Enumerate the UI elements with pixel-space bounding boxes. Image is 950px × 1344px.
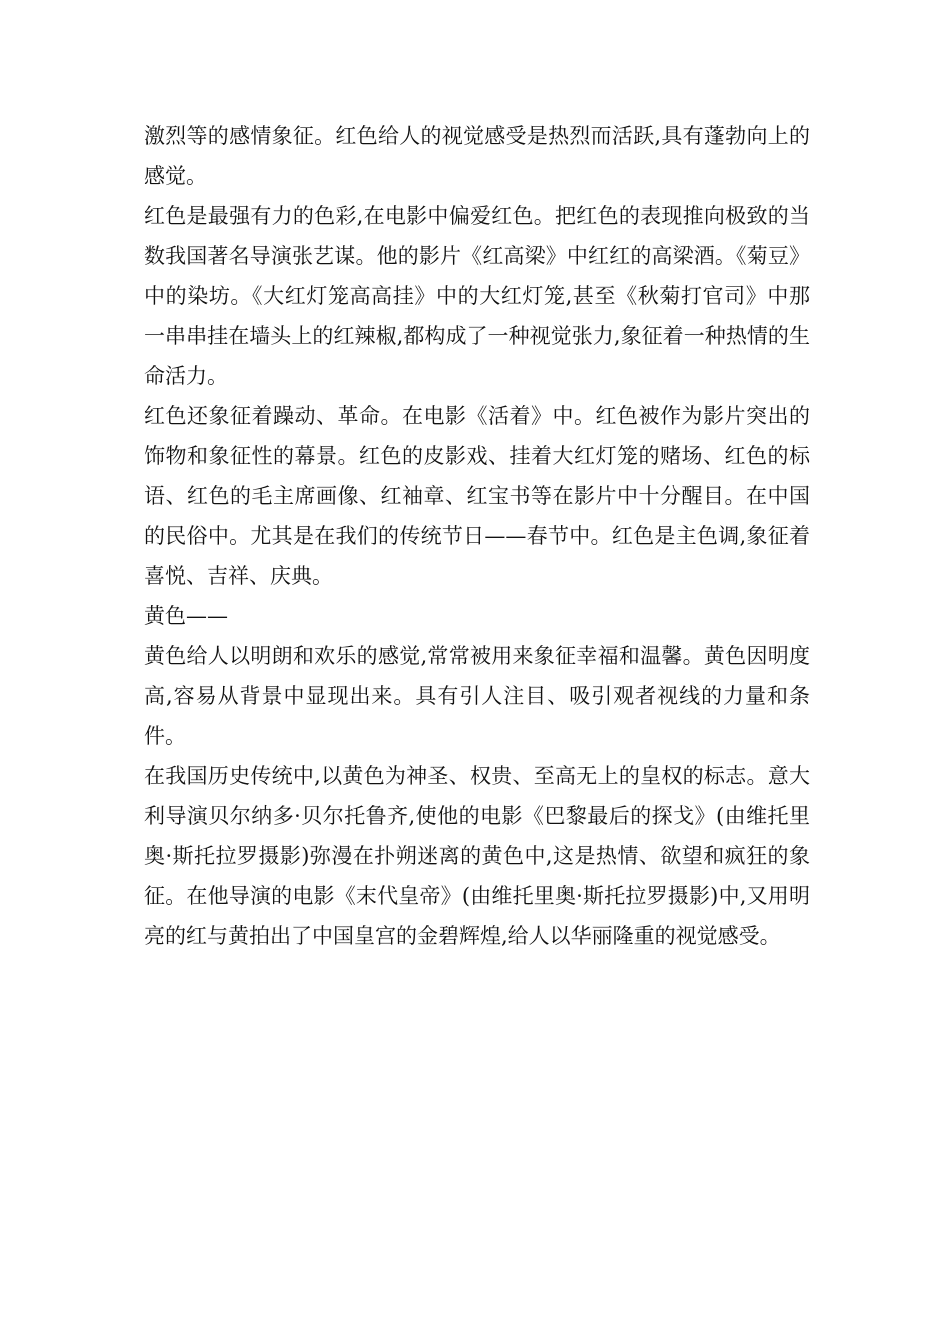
paragraph-red-zhang-yimou: 红色是最强有力的色彩,在电影中偏爱红色。把红色的表现推向极致的当数我国著名导演张艺谋。他的影片《红高梁》中红红的高梁酒。《菊豆》中的染坊。《大红灯笼高高挂》中的大红灯笼,甚至《秋菊打官司》中那一串串挂在墙头上的红辣椒,都构成了一种视觉张力,象征着一种热情的生命活力。 [144,204,810,388]
paragraph-red-intro-continued: 激烈等的感情象征。红色给人的视觉感受是热烈而活跃,具有蓬勃向上的感觉。 [144,124,810,188]
heading-yellow: 黄色—— [144,604,228,628]
paragraph-yellow-bertolucci: 在我国历史传统中,以黄色为神圣、权贵、至高无上的皇权的标志。意大利导演贝尔纳多·贝尔托鲁齐,使他的电影《巴黎最后的探戈》(由维托里奥·斯托拉罗摄影)弥漫在扑朔迷离的黄色中,这是热情、欲望和疯狂的象征。在他导演的电影《末代皇帝》(由维托里奥·斯托拉罗摄影)中,又用明亮的红与黄拍出了中国皇宫的金碧辉煌,给人以华丽隆重的视觉感受。 [144,764,810,948]
paragraph-yellow-intro: 黄色给人以明朗和欢乐的感觉,常常被用来象征幸福和温馨。黄色因明度高,容易从背景中显现出来。具有引人注目、吸引观者视线的力量和条件。 [144,644,810,748]
paragraph-red-revolution: 红色还象征着躁动、革命。在电影《活着》中。红色被作为影片突出的饰物和象征性的幕景。红色的皮影戏、挂着大红灯笼的赌场、红色的标语、红色的毛主席画像、红袖章、红宝书等在影片中十分醒目。在中国的民俗中。尤其是在我们的传统节日——春节中。红色是主色调,象征着喜悦、吉祥、庆典。 [144,404,810,588]
document-page [144,116,810,956]
